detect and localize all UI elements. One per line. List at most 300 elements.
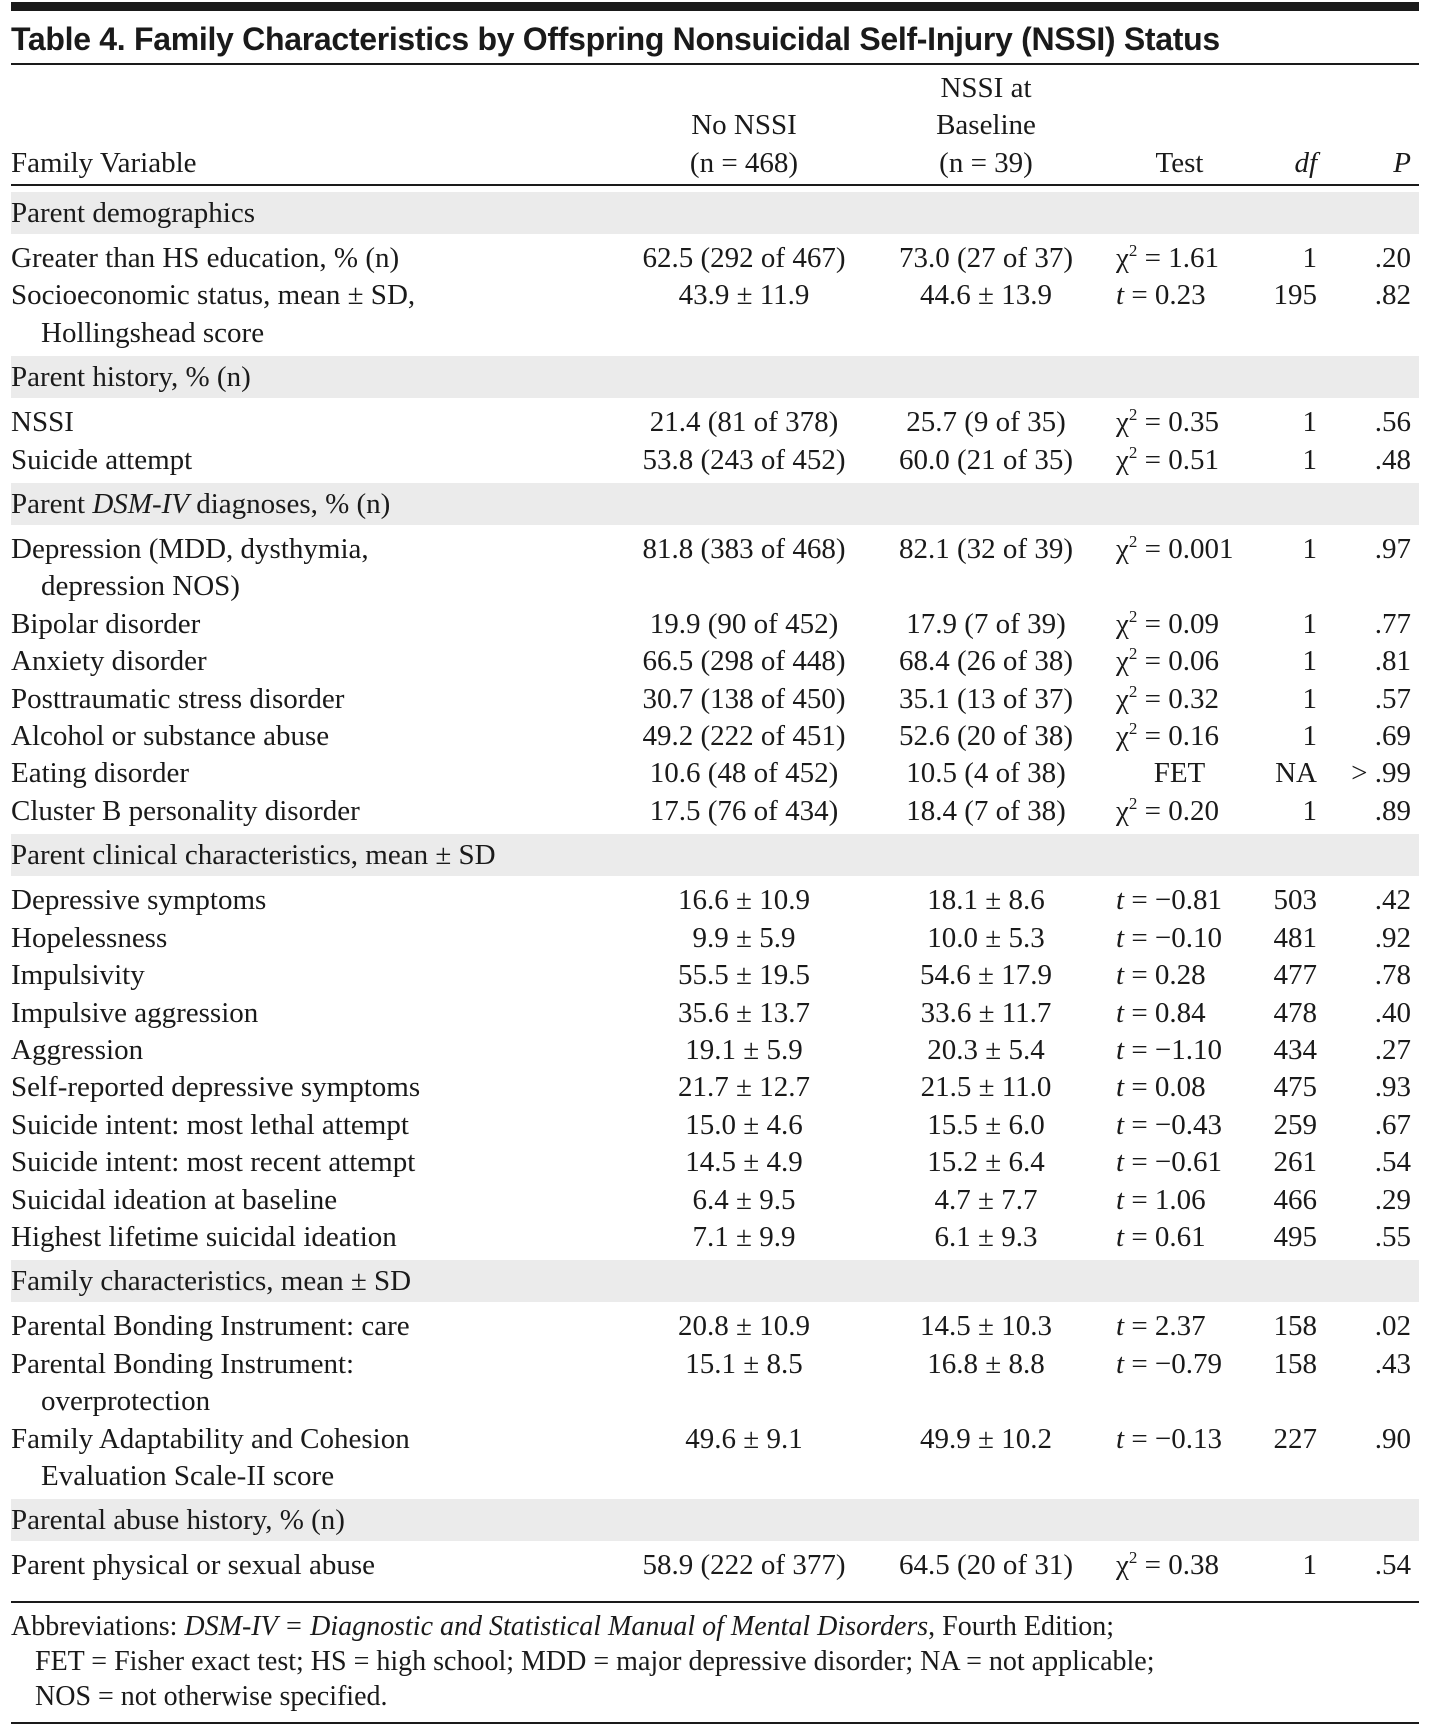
header-p-label: P	[1393, 146, 1411, 179]
footnote-segment: FET = Fisher exact test; HS = high school; MDD = major depressive disorder; NA = not applicable;	[35, 1646, 1155, 1677]
footnote-line	[11, 1609, 1154, 1644]
row-label-continuation: depression NOS)	[41, 570, 240, 603]
table-row	[11, 1308, 1419, 1345]
row-label-line: Hopelessness	[11, 921, 168, 954]
test-value: = 0.51	[1137, 443, 1219, 476]
test-value: = 0.16	[1137, 720, 1219, 753]
row-label-line: Self-reported depressive symptoms	[11, 1071, 421, 1104]
section-header-row	[11, 192, 1419, 234]
spacer-cell	[11, 185, 1419, 192]
df-value: NA	[1275, 757, 1317, 790]
header-nssi-n: (n = 39)	[939, 146, 1033, 179]
test-value: = 1.06	[1124, 1183, 1206, 1216]
p-value: .57	[1374, 682, 1411, 715]
row-label-line: Parental Bonding Instrument:	[11, 1347, 355, 1380]
p-value: .82	[1374, 279, 1411, 312]
df-value: 227	[1273, 1422, 1317, 1455]
test-name: FET	[1153, 757, 1206, 790]
chi-exponent: 2	[1128, 1548, 1138, 1568]
header-df	[1255, 65, 1322, 185]
test-value: = 1.61	[1137, 242, 1219, 274]
no-nssi-value: 17.5 (76 of 434)	[649, 794, 839, 827]
row-label	[11, 404, 620, 441]
test-statistic	[1104, 1308, 1255, 1345]
test-statistic	[1104, 882, 1255, 919]
test-value: = 0.20	[1137, 794, 1219, 827]
footnote-line	[11, 1679, 1154, 1714]
no-nssi-value: 9.9 ± 5.9	[692, 921, 796, 954]
header-test: Test	[1104, 65, 1255, 185]
test-statistic	[1104, 718, 1255, 755]
chi-symbol: χ	[1116, 406, 1129, 439]
test-value: = 0.001	[1137, 533, 1234, 566]
section-title-part: Parent clinical characteristics, mean ± SD	[11, 839, 496, 872]
row-label-line: Suicide attempt	[11, 443, 193, 476]
nssi-value: 15.2 ± 6.4	[927, 1146, 1045, 1179]
row-label	[11, 755, 620, 792]
section-title-part: Family characteristics, mean ± SD	[11, 1265, 412, 1298]
t-symbol: t	[1116, 996, 1125, 1029]
chi-symbol: χ	[1116, 242, 1129, 274]
row-label	[11, 1219, 620, 1256]
row-label	[11, 1069, 620, 1106]
p-value: .67	[1374, 1108, 1411, 1141]
test-statistic	[1104, 442, 1255, 479]
row-label-line: Impulsivity	[11, 959, 145, 992]
nssi-value: 49.9 ± 10.2	[920, 1422, 1052, 1455]
top-rule	[11, 2, 1419, 11]
p-value: > .99	[1351, 757, 1411, 790]
p-value: .93	[1374, 1071, 1411, 1104]
nssi-value: 18.1 ± 8.6	[927, 884, 1045, 917]
spacer-cell	[11, 1585, 1419, 1589]
p-value: .55	[1374, 1220, 1411, 1253]
chi-symbol: χ	[1116, 645, 1129, 678]
section-title-part: diagnoses, % (n)	[188, 488, 391, 521]
row-label	[11, 1032, 620, 1069]
t-symbol: t	[1116, 279, 1125, 312]
no-nssi-value: 53.8 (243 of 452)	[642, 443, 846, 476]
section-title	[11, 192, 1419, 234]
footnote-line	[11, 1644, 1154, 1679]
row-label-line: NSSI	[11, 406, 74, 439]
row-label-line: Suicide intent: most lethal attempt	[11, 1108, 409, 1141]
table-row	[11, 681, 1419, 718]
chi-symbol: χ	[1116, 682, 1129, 715]
test-value: = 0.06	[1137, 645, 1219, 678]
row-label-line: Aggression	[11, 1033, 144, 1066]
nssi-value: 14.5 ± 10.3	[920, 1310, 1052, 1343]
nssi-value: 64.5 (20 of 31)	[899, 1549, 1073, 1582]
nssi-value: 18.4 (7 of 38)	[906, 794, 1066, 827]
test-value: = 0.35	[1137, 406, 1219, 439]
p-value: .27	[1374, 1033, 1411, 1066]
df-value: 1	[1302, 682, 1317, 715]
section-header-row	[11, 483, 1419, 525]
no-nssi-value: 15.1 ± 8.5	[685, 1347, 803, 1380]
nssi-value: 25.7 (9 of 35)	[906, 406, 1066, 439]
no-nssi-value: 7.1 ± 9.9	[692, 1220, 796, 1253]
test-statistic	[1104, 240, 1255, 277]
t-symbol: t	[1116, 1108, 1125, 1141]
test-value: = −0.43	[1124, 1108, 1223, 1141]
df-value: 475	[1273, 1071, 1317, 1104]
df-value: 503	[1273, 884, 1317, 917]
section-title	[11, 356, 1419, 398]
p-value: .02	[1374, 1310, 1411, 1343]
test-value: = 0.32	[1137, 682, 1219, 715]
table-body	[11, 185, 1419, 1589]
table-bottom-rule	[11, 1601, 1419, 1603]
row-label	[11, 793, 620, 830]
row-label-line: Suicidal ideation at baseline	[11, 1183, 338, 1216]
header-nssi-line: Baseline	[936, 109, 1036, 142]
test-value: = −0.13	[1124, 1422, 1223, 1455]
row-label	[11, 882, 620, 919]
df-value: 1	[1302, 1549, 1317, 1582]
table-row	[11, 1144, 1419, 1181]
table-row	[11, 240, 1419, 277]
spacer-row	[11, 1585, 1419, 1589]
p-value: .43	[1374, 1347, 1411, 1380]
df-value: 1	[1302, 720, 1317, 753]
test-statistic	[1104, 1032, 1255, 1069]
row-label-line: Posttraumatic stress disorder	[11, 682, 345, 715]
df-value: 434	[1273, 1033, 1317, 1066]
chi-exponent: 2	[1128, 793, 1138, 813]
no-nssi-value: 6.4 ± 9.5	[692, 1183, 796, 1216]
header-family-variable: Family Variable	[11, 65, 620, 185]
test-statistic	[1104, 995, 1255, 1032]
df-value: 158	[1273, 1347, 1317, 1380]
t-symbol: t	[1116, 1183, 1125, 1216]
row-label	[11, 1144, 620, 1181]
test-statistic	[1104, 957, 1255, 994]
test-value: = −0.79	[1124, 1347, 1223, 1380]
table-title: Table 4. Family Characteristics by Offspring Nonsuicidal Self-Injury (NSSI) Status	[11, 21, 1220, 57]
t-symbol: t	[1116, 1422, 1125, 1455]
table-row	[11, 995, 1419, 1032]
df-value: 478	[1273, 996, 1317, 1029]
p-value: .97	[1374, 533, 1411, 566]
test-statistic	[1104, 1547, 1255, 1584]
chi-symbol: χ	[1116, 720, 1129, 753]
chi-symbol: χ	[1116, 443, 1129, 476]
chi-exponent: 2	[1128, 719, 1138, 739]
test-statistic	[1104, 1107, 1255, 1144]
chi-symbol: χ	[1116, 533, 1129, 566]
footnote-segment: DSM-IV = Diagnostic and Statistical Manual of Mental Disorders	[184, 1611, 929, 1642]
table-row	[11, 1069, 1419, 1106]
df-value: 1	[1302, 406, 1317, 439]
table-row	[11, 531, 1419, 606]
t-symbol: t	[1116, 921, 1125, 954]
no-nssi-value: 15.0 ± 4.6	[685, 1108, 803, 1141]
section-header-row	[11, 834, 1419, 876]
section-title-part: Parent	[11, 488, 93, 521]
chi-symbol: χ	[1116, 607, 1129, 640]
table-row	[11, 277, 1419, 352]
table-row	[11, 1219, 1419, 1256]
no-nssi-value: 14.5 ± 4.9	[685, 1146, 803, 1179]
row-label-line: Alcohol or substance abuse	[11, 720, 330, 753]
row-label-line: Parent physical or sexual abuse	[11, 1549, 376, 1582]
df-value: 495	[1273, 1220, 1317, 1253]
test-statistic	[1104, 793, 1255, 830]
test-statistic	[1104, 681, 1255, 718]
t-symbol: t	[1116, 1071, 1125, 1104]
section-title-part: Parent demographics	[11, 197, 256, 229]
table-row	[11, 1547, 1419, 1584]
chi-symbol: χ	[1116, 1549, 1129, 1582]
df-value: 158	[1273, 1310, 1317, 1343]
chi-exponent: 2	[1128, 241, 1138, 260]
df-value: 1	[1302, 443, 1317, 476]
row-label	[11, 1182, 620, 1219]
row-label	[11, 240, 620, 277]
section-title	[11, 1499, 1419, 1541]
test-value: = 0.28	[1124, 959, 1206, 992]
row-label-line: Socioeconomic status, mean ± SD,	[11, 279, 416, 312]
section-title	[11, 483, 1419, 525]
test-value: = −0.81	[1124, 884, 1223, 917]
footnote-segment: Abbreviations:	[11, 1611, 185, 1642]
row-label-continuation: overprotection	[41, 1385, 211, 1418]
row-label	[11, 920, 620, 957]
no-nssi-value: 30.7 (138 of 450)	[642, 682, 846, 715]
header-nssi-baseline	[868, 65, 1104, 185]
p-value: .54	[1374, 1549, 1411, 1582]
no-nssi-value: 49.6 ± 9.1	[685, 1422, 803, 1455]
nssi-value: 60.0 (21 of 35)	[899, 443, 1073, 476]
df-value: 1	[1302, 607, 1317, 640]
header-df-label: df	[1294, 146, 1317, 179]
table-row	[11, 1032, 1419, 1069]
df-value: 477	[1273, 959, 1317, 992]
df-value: 1	[1302, 242, 1317, 274]
row-label-continuation: Evaluation Scale-II score	[41, 1459, 335, 1492]
row-label	[11, 606, 620, 643]
test-statistic	[1104, 404, 1255, 441]
p-value: .54	[1374, 1146, 1411, 1179]
test-value: = 0.23	[1124, 279, 1206, 312]
header-row	[11, 65, 1419, 185]
test-statistic	[1104, 643, 1255, 680]
section-title-part: Parent history, % (n)	[11, 361, 251, 394]
row-label-line: Family Adaptability and Cohesion	[11, 1422, 410, 1455]
test-value: = −1.10	[1124, 1033, 1223, 1066]
p-value: .69	[1374, 720, 1411, 753]
nssi-value: 54.6 ± 17.9	[920, 959, 1052, 992]
test-statistic	[1104, 1219, 1255, 1256]
row-label-line: Anxiety disorder	[11, 645, 207, 678]
row-label	[11, 957, 620, 994]
header-p	[1322, 65, 1419, 185]
footnote	[11, 1609, 1154, 1714]
family-characteristics-table	[11, 65, 1419, 1589]
row-label-line: Parental Bonding Instrument: care	[11, 1310, 410, 1343]
spacer-row	[11, 185, 1419, 192]
row-label-continuation: Hollingshead score	[41, 316, 265, 349]
p-value: .20	[1374, 242, 1411, 274]
nssi-value: 33.6 ± 11.7	[920, 996, 1052, 1029]
table-row	[11, 643, 1419, 680]
row-label	[11, 995, 620, 1032]
chi-exponent: 2	[1128, 606, 1138, 626]
test-value: = 0.08	[1124, 1071, 1206, 1104]
test-value: = −0.61	[1124, 1146, 1223, 1179]
row-label-line: Highest lifetime suicidal ideation	[11, 1220, 397, 1253]
nssi-value: 52.6 (20 of 38)	[899, 720, 1073, 753]
row-label-line: Suicide intent: most recent attempt	[11, 1146, 416, 1179]
section-header-row	[11, 1260, 1419, 1302]
no-nssi-value: 19.1 ± 5.9	[685, 1033, 803, 1066]
row-label-line: Eating disorder	[11, 757, 189, 790]
nssi-value: 10.5 (4 of 38)	[906, 757, 1066, 790]
t-symbol: t	[1116, 959, 1125, 992]
test-statistic	[1104, 920, 1255, 957]
nssi-value: 82.1 (32 of 39)	[899, 533, 1073, 566]
row-label	[11, 277, 620, 352]
table-row	[11, 755, 1419, 792]
test-value: = −0.10	[1124, 921, 1223, 954]
t-symbol: t	[1116, 1220, 1125, 1253]
test-value: = 0.61	[1124, 1220, 1206, 1253]
no-nssi-value: 35.6 ± 13.7	[678, 996, 810, 1029]
header-no-nssi-line: No NSSI	[691, 109, 797, 142]
bottom-rule	[11, 1722, 1419, 1724]
test-statistic	[1104, 1069, 1255, 1106]
row-label	[11, 1547, 620, 1584]
table-row	[11, 404, 1419, 441]
test-value: = 0.38	[1137, 1549, 1219, 1582]
nssi-value: 17.9 (7 of 39)	[906, 607, 1066, 640]
row-label	[11, 1107, 620, 1144]
header-nssi-line: NSSI at	[940, 71, 1032, 104]
p-value: .90	[1374, 1422, 1411, 1455]
df-value: 1	[1302, 794, 1317, 827]
nssi-value: 16.8 ± 8.8	[927, 1347, 1045, 1380]
no-nssi-value: 49.2 (222 of 451)	[642, 720, 846, 753]
no-nssi-value: 43.9 ± 11.9	[678, 279, 810, 312]
table-row	[11, 1107, 1419, 1144]
test-value: = 0.09	[1137, 607, 1219, 640]
row-label	[11, 681, 620, 718]
nssi-value: 73.0 (27 of 37)	[899, 242, 1073, 274]
test-statistic	[1104, 606, 1255, 643]
test-value: = 2.37	[1124, 1310, 1206, 1343]
table-row	[11, 606, 1419, 643]
p-value: .29	[1374, 1183, 1411, 1216]
p-value: .81	[1374, 645, 1411, 678]
chi-exponent: 2	[1128, 532, 1138, 552]
no-nssi-value: 21.7 ± 12.7	[678, 1071, 810, 1104]
row-label-line: Impulsive aggression	[11, 996, 259, 1029]
nssi-value: 21.5 ± 11.0	[920, 1071, 1052, 1104]
section-title	[11, 834, 1419, 876]
nssi-value: 10.0 ± 5.3	[927, 921, 1045, 954]
row-label-line: Greater than HS education, % (n)	[11, 242, 400, 274]
test-statistic	[1104, 1421, 1255, 1496]
chi-exponent: 2	[1128, 405, 1138, 425]
test-value: = 0.84	[1124, 996, 1206, 1029]
no-nssi-value: 16.6 ± 10.9	[678, 884, 810, 917]
row-label	[11, 643, 620, 680]
test-statistic	[1104, 277, 1255, 352]
section-header-row	[11, 356, 1419, 398]
section-title	[11, 1260, 1419, 1302]
no-nssi-value: 55.5 ± 19.5	[678, 959, 810, 992]
section-title-part: DSM-IV	[92, 488, 189, 521]
section-title-part: Parental abuse history, % (n)	[11, 1504, 345, 1537]
p-value: .78	[1374, 959, 1411, 992]
no-nssi-value: 66.5 (298 of 448)	[642, 645, 846, 678]
df-value: 1	[1302, 645, 1317, 678]
test-statistic	[1104, 755, 1255, 792]
p-value: .89	[1374, 794, 1411, 827]
table-row	[11, 442, 1419, 479]
row-label	[11, 1346, 620, 1421]
row-label-line: Depressive symptoms	[11, 884, 267, 917]
row-label-line: Cluster B personality disorder	[11, 794, 360, 827]
row-label-line: Bipolar disorder	[11, 607, 201, 640]
table-row	[11, 718, 1419, 755]
row-label-line: Depression (MDD, dysthymia,	[11, 533, 369, 566]
no-nssi-value: 58.9 (222 of 377)	[642, 1549, 846, 1582]
table-row	[11, 920, 1419, 957]
table-row	[11, 1346, 1419, 1421]
df-value: 195	[1273, 279, 1317, 312]
test-statistic	[1104, 1346, 1255, 1421]
df-value: 261	[1273, 1146, 1317, 1179]
t-symbol: t	[1116, 1310, 1125, 1343]
t-symbol: t	[1116, 1033, 1125, 1066]
df-value: 1	[1302, 533, 1317, 566]
table-row	[11, 1182, 1419, 1219]
no-nssi-value: 81.8 (383 of 468)	[642, 533, 846, 566]
row-label	[11, 442, 620, 479]
p-value: .56	[1374, 406, 1411, 439]
header-no-nssi	[620, 65, 868, 185]
p-value: .48	[1374, 443, 1411, 476]
test-statistic	[1104, 1182, 1255, 1219]
no-nssi-value: 62.5 (292 of 467)	[642, 242, 846, 274]
test-statistic	[1104, 531, 1255, 606]
df-value: 481	[1273, 921, 1317, 954]
df-value: 259	[1273, 1108, 1317, 1141]
nssi-value: 68.4 (26 of 38)	[899, 645, 1073, 678]
t-symbol: t	[1116, 1146, 1125, 1179]
footnote-segment: , Fourth Edition;	[928, 1611, 1115, 1642]
p-value: .40	[1374, 996, 1411, 1029]
row-label	[11, 1421, 620, 1496]
nssi-value: 15.5 ± 6.0	[927, 1108, 1045, 1141]
nssi-value: 35.1 (13 of 37)	[899, 682, 1073, 715]
table-row	[11, 1421, 1419, 1496]
no-nssi-value: 19.9 (90 of 452)	[649, 607, 839, 640]
chi-exponent: 2	[1128, 681, 1138, 701]
p-value: .92	[1374, 921, 1411, 954]
no-nssi-value: 10.6 (48 of 452)	[649, 757, 839, 790]
chi-exponent: 2	[1128, 644, 1138, 664]
row-label	[11, 1308, 620, 1345]
t-symbol: t	[1116, 1347, 1125, 1380]
p-value: .77	[1374, 607, 1411, 640]
row-label	[11, 531, 620, 606]
df-value: 466	[1273, 1183, 1317, 1216]
section-header-row	[11, 1499, 1419, 1541]
no-nssi-value: 20.8 ± 10.9	[678, 1310, 810, 1343]
